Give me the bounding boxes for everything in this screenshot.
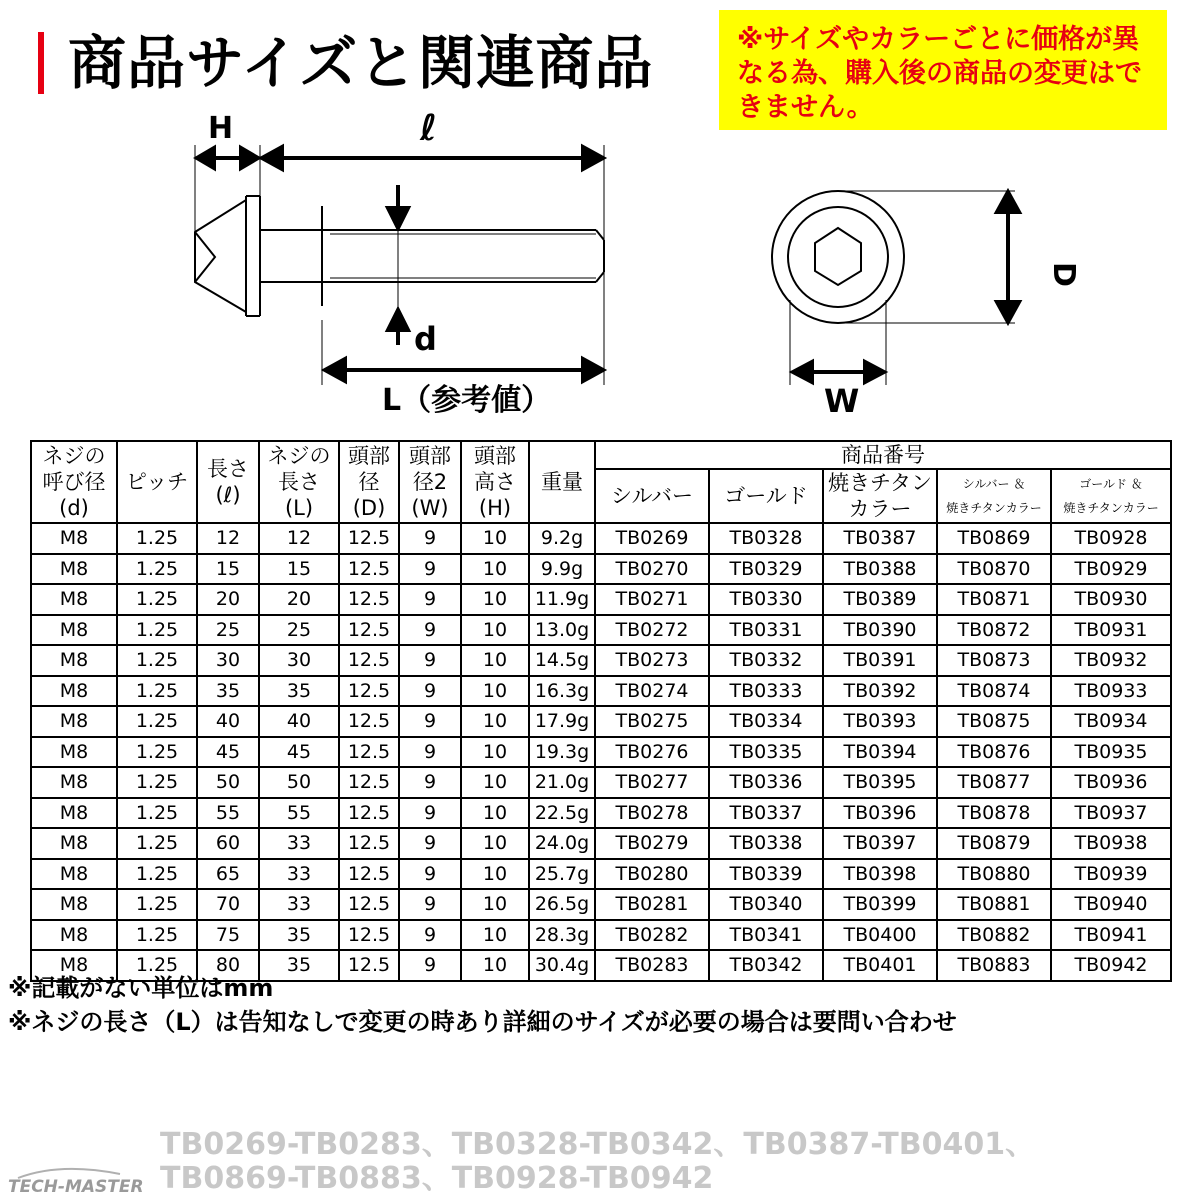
table-row [31, 584, 1171, 615]
table-cell: M8 [31, 584, 117, 615]
table-cell: 1.25 [117, 676, 197, 707]
table-cell: 9 [399, 615, 461, 646]
table-cell: 30.4g [529, 950, 595, 981]
header-head-height: 頭部 高さ (H) [461, 441, 529, 523]
table-cell: 9 [399, 828, 461, 859]
table-cell: 35 [259, 920, 339, 951]
table-cell: 9 [399, 523, 461, 554]
table-cell: 60 [197, 828, 259, 859]
table-row [31, 737, 1171, 768]
table-row [31, 798, 1171, 829]
table-cell: 1.25 [117, 920, 197, 951]
table-cell: 1.25 [117, 859, 197, 890]
bolt-head-top-view [772, 191, 1015, 385]
table-cell: 1.25 [117, 554, 197, 585]
table-cell: 9 [399, 950, 461, 981]
label-H: H [208, 111, 234, 146]
header-silver: シルバー [595, 469, 709, 523]
table-cell: 25 [259, 615, 339, 646]
table-cell: M8 [31, 645, 117, 676]
table-cell: TB0392 [823, 676, 937, 707]
table-cell: 9 [399, 859, 461, 890]
table-cell: TB0880 [937, 859, 1051, 890]
table-cell: 9 [399, 737, 461, 768]
table-cell: 1.25 [117, 584, 197, 615]
table-cell: TB0334 [709, 706, 823, 737]
table-cell: 22.5g [529, 798, 595, 829]
table-cell: 10 [461, 889, 529, 920]
table-cell: TB0942 [1051, 950, 1171, 981]
table-cell: 10 [461, 676, 529, 707]
table-cell: 1.25 [117, 737, 197, 768]
table-cell: 35 [259, 676, 339, 707]
table-cell: TB0399 [823, 889, 937, 920]
bolt-dimension-diagram [0, 0, 1200, 430]
table-cell: 33 [259, 828, 339, 859]
header-gold: ゴールド [709, 469, 823, 523]
table-cell: TB0275 [595, 706, 709, 737]
table-cell: 10 [461, 767, 529, 798]
header-product-no: 商品番号 [595, 441, 1171, 469]
table-cell: TB0387 [823, 523, 937, 554]
table-cell: TB0939 [1051, 859, 1171, 890]
table-cell: M8 [31, 950, 117, 981]
table-cell: TB0336 [709, 767, 823, 798]
table-cell: 12.5 [339, 706, 399, 737]
price-notice: ※サイズやカラーごとに価格が異なる為、購入後の商品の変更はできません。 [719, 10, 1167, 130]
table-cell: TB0874 [937, 676, 1051, 707]
table-cell: TB0330 [709, 584, 823, 615]
table-cell: 55 [259, 798, 339, 829]
table-cell: TB0878 [937, 798, 1051, 829]
table-cell: TB0940 [1051, 889, 1171, 920]
table-cell: TB0932 [1051, 645, 1171, 676]
table-cell: 1.25 [117, 615, 197, 646]
table-cell: 1.25 [117, 645, 197, 676]
table-cell: TB0274 [595, 676, 709, 707]
table-cell: 19.3g [529, 737, 595, 768]
top-view-arrows [793, 192, 1019, 382]
table-cell: 40 [259, 706, 339, 737]
table-cell: M8 [31, 706, 117, 737]
table-cell: 25.7g [529, 859, 595, 890]
table-cell: TB0271 [595, 584, 709, 615]
table-cell: 10 [461, 950, 529, 981]
table-cell: 10 [461, 859, 529, 890]
table-cell: 35 [259, 950, 339, 981]
table-cell: 10 [461, 828, 529, 859]
table-cell: TB0883 [937, 950, 1051, 981]
table-cell: 10 [461, 798, 529, 829]
table-cell: TB0389 [823, 584, 937, 615]
table-cell: 13.0g [529, 615, 595, 646]
table-cell: M8 [31, 798, 117, 829]
table-cell: TB0873 [937, 645, 1051, 676]
table-cell: 12 [259, 523, 339, 554]
table-cell: TB0341 [709, 920, 823, 951]
table-cell: TB0397 [823, 828, 937, 859]
table-cell: TB0941 [1051, 920, 1171, 951]
note-thread-length: ※ネジの長さ（L）は告知なしで変更の時あり詳細のサイズが必要の場合は要問い合わせ [8, 1008, 957, 1036]
spec-table [30, 440, 1172, 982]
table-row [31, 828, 1171, 859]
table-cell: 12.5 [339, 737, 399, 768]
table-cell: 75 [197, 920, 259, 951]
table-cell: 1.25 [117, 828, 197, 859]
table-cell: 9 [399, 706, 461, 737]
table-cell: 30 [259, 645, 339, 676]
table-cell: 9 [399, 554, 461, 585]
table-cell: TB0393 [823, 706, 937, 737]
table-cell: M8 [31, 920, 117, 951]
table-cell: 20 [259, 584, 339, 615]
table-cell: TB0881 [937, 889, 1051, 920]
table-cell: TB0879 [937, 828, 1051, 859]
table-cell: 50 [259, 767, 339, 798]
table-cell: 10 [461, 645, 529, 676]
table-cell: 14.5g [529, 645, 595, 676]
table-cell: TB0388 [823, 554, 937, 585]
table-cell: 1.25 [117, 706, 197, 737]
table-cell: TB0279 [595, 828, 709, 859]
table-row [31, 554, 1171, 585]
table-cell: 45 [259, 737, 339, 768]
table-cell: 40 [197, 706, 259, 737]
table-cell: TB0933 [1051, 676, 1171, 707]
table-cell: 55 [197, 798, 259, 829]
label-L: L（参考値） [382, 383, 552, 418]
logo-text: TECH-MASTER [8, 1177, 144, 1197]
table-cell: 10 [461, 737, 529, 768]
table-cell: 1.25 [117, 798, 197, 829]
table-cell: TB0277 [595, 767, 709, 798]
table-cell: TB0273 [595, 645, 709, 676]
table-cell: 9 [399, 676, 461, 707]
table-cell: 15 [259, 554, 339, 585]
header-head-dia: 頭部 径 (D) [339, 441, 399, 523]
table-cell: TB0283 [595, 950, 709, 981]
table-cell: 12.5 [339, 645, 399, 676]
table-cell: M8 [31, 554, 117, 585]
table-row [31, 889, 1171, 920]
table-cell: 17.9g [529, 706, 595, 737]
table-cell: 12.5 [339, 584, 399, 615]
header-burnt-titanium: 焼きチタン カラー [823, 469, 937, 523]
table-cell: 24.0g [529, 828, 595, 859]
table-cell: TB0269 [595, 523, 709, 554]
table-row [31, 859, 1171, 890]
table-cell: TB0931 [1051, 615, 1171, 646]
table-cell: TB0391 [823, 645, 937, 676]
table-row [31, 767, 1171, 798]
header-weight: 重量 [529, 441, 595, 523]
table-cell: TB0936 [1051, 767, 1171, 798]
table-cell: TB0390 [823, 615, 937, 646]
table-cell: 10 [461, 706, 529, 737]
label-d: d [414, 320, 437, 358]
note-unit: ※記載がない単位はmm [8, 974, 274, 1002]
table-cell: TB0929 [1051, 554, 1171, 585]
table-row [31, 615, 1171, 646]
table-cell: TB0270 [595, 554, 709, 585]
table-cell: 28.3g [529, 920, 595, 951]
table-cell: 12.5 [339, 554, 399, 585]
table-cell: 45 [197, 737, 259, 768]
table-cell: 10 [461, 584, 529, 615]
table-cell: 1.25 [117, 950, 197, 981]
table-cell: 9 [399, 889, 461, 920]
table-cell: M8 [31, 828, 117, 859]
table-cell: 12.5 [339, 767, 399, 798]
table-cell: TB0272 [595, 615, 709, 646]
table-cell: M8 [31, 523, 117, 554]
table-cell: 65 [197, 859, 259, 890]
header-length: 長さ (ℓ) [197, 441, 259, 523]
table-cell: 15 [197, 554, 259, 585]
table-cell: TB0400 [823, 920, 937, 951]
table-cell: TB0337 [709, 798, 823, 829]
table-cell: 12.5 [339, 859, 399, 890]
table-cell: TB0876 [937, 737, 1051, 768]
table-cell: M8 [31, 889, 117, 920]
table-cell: 70 [197, 889, 259, 920]
table-cell: TB0928 [1051, 523, 1171, 554]
dimension-arrows [197, 147, 603, 381]
table-cell: 80 [197, 950, 259, 981]
table-cell: TB0329 [709, 554, 823, 585]
tech-master-logo [0, 1160, 160, 1200]
table-cell: TB0282 [595, 920, 709, 951]
table-cell: 16.3g [529, 676, 595, 707]
table-cell: M8 [31, 737, 117, 768]
table-cell: TB0332 [709, 645, 823, 676]
table-row [31, 645, 1171, 676]
table-cell: 9.9g [529, 554, 595, 585]
table-cell: 20 [197, 584, 259, 615]
table-cell: M8 [31, 676, 117, 707]
table-cell: TB0340 [709, 889, 823, 920]
table-cell: 33 [259, 859, 339, 890]
label-W: W [824, 382, 860, 420]
table-cell: TB0871 [937, 584, 1051, 615]
table-cell: 11.9g [529, 584, 595, 615]
table-cell: TB0935 [1051, 737, 1171, 768]
header-d: ネジの 呼び径 (d) [31, 441, 117, 523]
table-cell: TB0276 [595, 737, 709, 768]
table-cell: TB0278 [595, 798, 709, 829]
table-cell: 9 [399, 798, 461, 829]
table-cell: TB0869 [937, 523, 1051, 554]
table-cell: 12.5 [339, 615, 399, 646]
table-cell: TB0331 [709, 615, 823, 646]
table-cell: 10 [461, 615, 529, 646]
table-cell: M8 [31, 615, 117, 646]
table-cell: 12.5 [339, 950, 399, 981]
spec-table-body [31, 523, 1171, 981]
table-cell: M8 [31, 767, 117, 798]
table-cell: TB0396 [823, 798, 937, 829]
table-cell: 1.25 [117, 889, 197, 920]
table-cell: 12.5 [339, 920, 399, 951]
table-cell: TB0280 [595, 859, 709, 890]
table-cell: TB0339 [709, 859, 823, 890]
table-cell: TB0395 [823, 767, 937, 798]
table-cell: 10 [461, 554, 529, 585]
table-cell: TB0335 [709, 737, 823, 768]
table-cell: TB0870 [937, 554, 1051, 585]
table-cell: 1.25 [117, 523, 197, 554]
table-cell: TB0281 [595, 889, 709, 920]
table-cell: 21.0g [529, 767, 595, 798]
table-cell: TB0398 [823, 859, 937, 890]
table-cell: 12.5 [339, 523, 399, 554]
header-thread-length: ネジの 長さ (L) [259, 441, 339, 523]
table-cell: 10 [461, 920, 529, 951]
table-cell: 9 [399, 645, 461, 676]
table-cell: 9 [399, 584, 461, 615]
table-cell: TB0875 [937, 706, 1051, 737]
table-cell: 50 [197, 767, 259, 798]
footer-product-codes: TB0269-TB0283、TB0328-TB0342、TB0387-TB0401、 TB0869-TB0883、TB0928-TB0942 [160, 1127, 1036, 1196]
table-cell: TB0342 [709, 950, 823, 981]
table-cell: TB0328 [709, 523, 823, 554]
table-row [31, 523, 1171, 554]
table-cell: M8 [31, 859, 117, 890]
header-head-dia2: 頭部 径2 (W) [399, 441, 461, 523]
table-cell: TB0338 [709, 828, 823, 859]
table-cell: TB0930 [1051, 584, 1171, 615]
table-cell: 12.5 [339, 889, 399, 920]
header-silver-burnt: シルバー ＆ 焼きチタンカラー [937, 469, 1051, 523]
table-cell: 9 [399, 920, 461, 951]
table-row [31, 676, 1171, 707]
table-row [31, 920, 1171, 951]
bolt-side-view [195, 145, 604, 385]
table-cell: 9.2g [529, 523, 595, 554]
table-cell: 12.5 [339, 676, 399, 707]
table-cell: 12.5 [339, 828, 399, 859]
table-cell: TB0934 [1051, 706, 1171, 737]
page-title: 商品サイズと関連商品 [68, 29, 654, 97]
header-pitch: ピッチ [117, 441, 197, 523]
table-cell: TB0877 [937, 767, 1051, 798]
label-l: ℓ [420, 108, 437, 149]
table-cell: TB0938 [1051, 828, 1171, 859]
table-row [31, 706, 1171, 737]
table-cell: TB0882 [937, 920, 1051, 951]
table-cell: 35 [197, 676, 259, 707]
table-cell: TB0333 [709, 676, 823, 707]
table-cell: 26.5g [529, 889, 595, 920]
table-cell: TB0401 [823, 950, 937, 981]
table-cell: 12 [197, 523, 259, 554]
label-D: D [1046, 262, 1081, 287]
table-cell: TB0872 [937, 615, 1051, 646]
table-cell: 10 [461, 523, 529, 554]
table-cell: 30 [197, 645, 259, 676]
table-cell: 12.5 [339, 798, 399, 829]
table-cell: 33 [259, 889, 339, 920]
table-cell: 9 [399, 767, 461, 798]
table-cell: TB0937 [1051, 798, 1171, 829]
table-cell: 1.25 [117, 767, 197, 798]
table-cell: 25 [197, 615, 259, 646]
table-cell: TB0394 [823, 737, 937, 768]
header-gold-burnt: ゴールド ＆ 焼きチタンカラー [1051, 469, 1171, 523]
